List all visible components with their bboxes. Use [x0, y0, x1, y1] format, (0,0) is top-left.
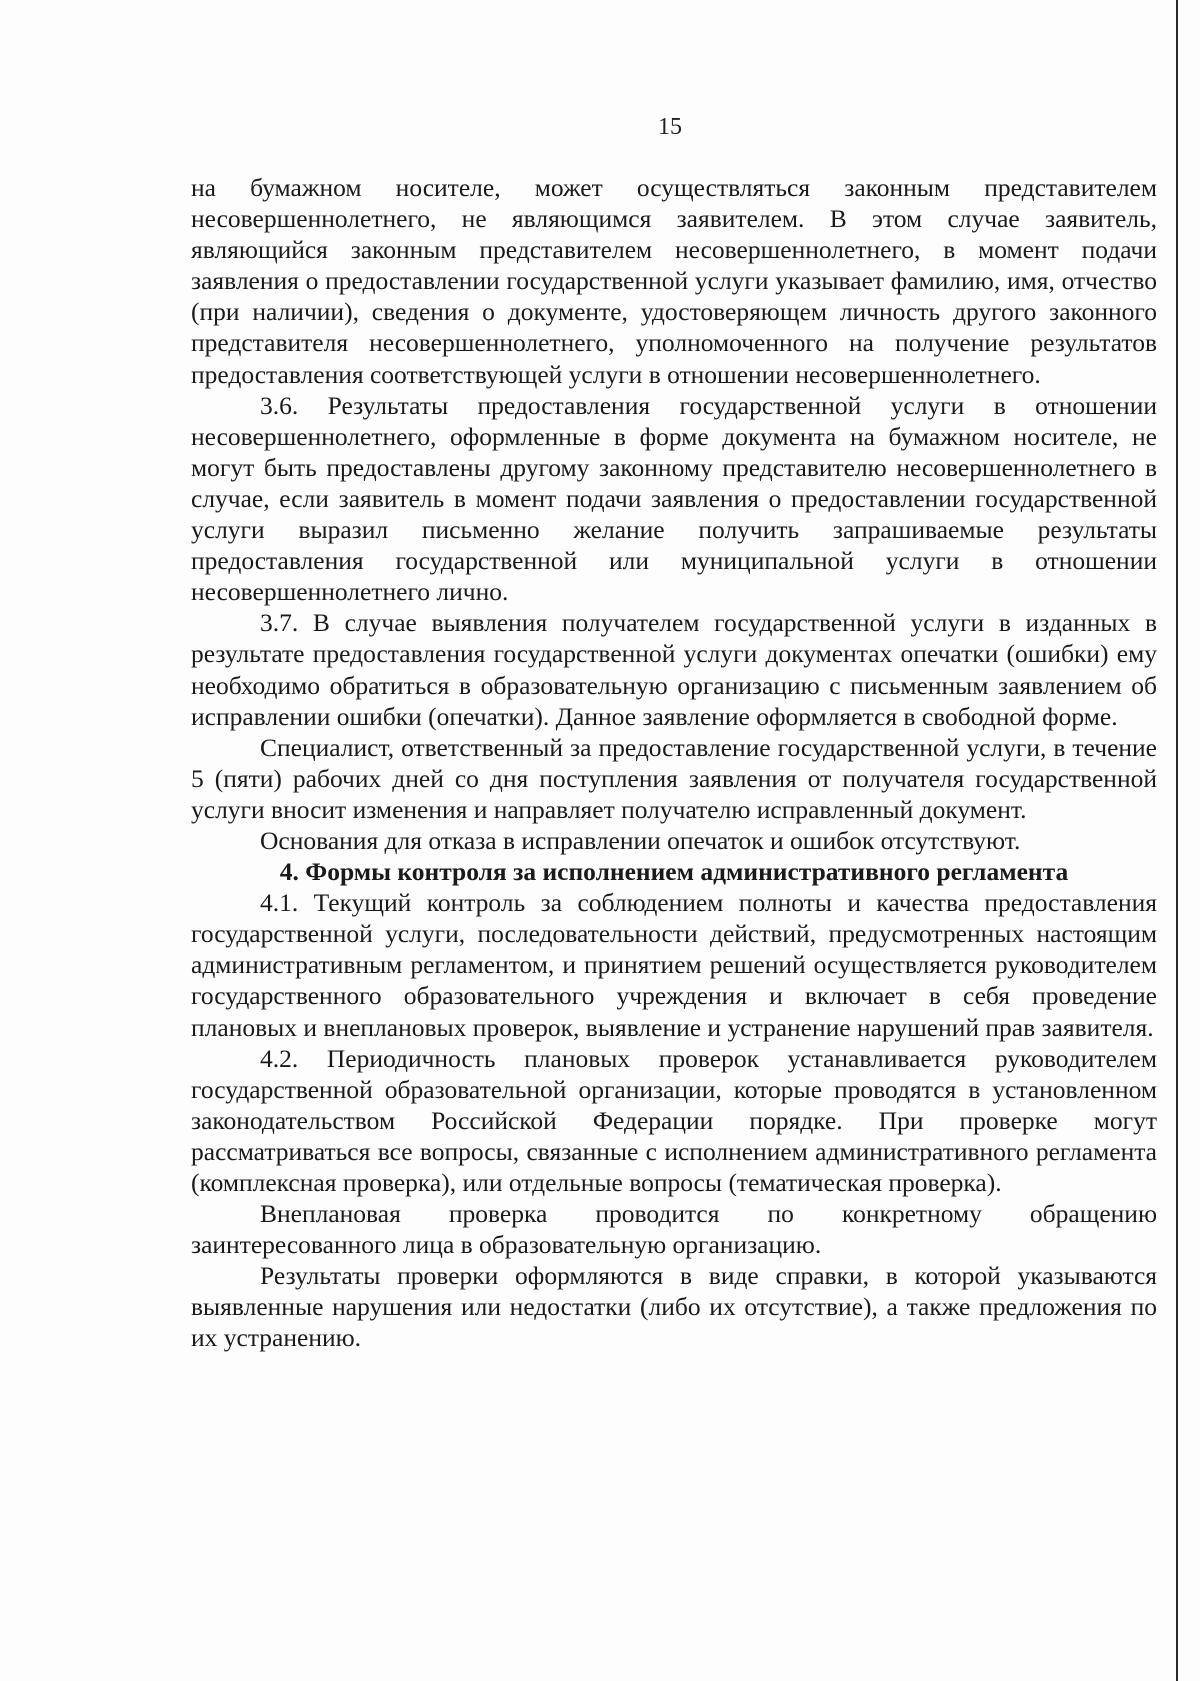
scan-border-line [1176, 0, 1178, 1681]
paragraph-specialist: Специалист, ответственный за предоставление государственной услуги, в течение 5 (пяти) рабочих дней со дня поступления заявления от получателя государственной услуги вносит изменения и направляет получателю исправленный документ. [191, 732, 1157, 824]
paragraph-continuation: на бумажном носителе, может осуществляться законным представителем несовершеннолетнего, не являющимся заявителем. В этом случае заявитель, являющийся законным представителем несовершеннолетнего, в момент подачи заявления о предоставлении государственной услуги указывает фамилию, имя, отчество (при наличии), сведения о документе, удостоверяющем личность другого законного представителя несовершеннолетнего, уполномоченного на получение результатов предоставления соответствующей услуги в отношении несовершеннолетнего. [191, 173, 1157, 389]
paragraph-3-7: 3.7. В случае выявления получателем государственной услуги в изданных в результате предоставления государственной услуги документах опечатки (ошибки) ему необходимо обратиться в образовательную организацию с письменным заявлением об исправлении ошибки (опечатки). Данное заявление оформляется в свободной форме. [191, 608, 1157, 731]
paragraph-3-6: 3.6. Результаты предоставления государственной услуги в отношении несовершеннолетнего, оформленные в форме документа на бумажном носителе, не могут быть предоставлены другому законному представителю несовершеннолетнего в случае, если заявитель в момент подачи заявления о предоставлении государственной услуги выразил письменно желание получить запрашиваемые результаты предоставления государственной или муниципальной услуги в отношении несовершеннолетнего лично. [191, 390, 1157, 607]
section-heading-4: 4. Формы контроля за исполнением административного регламента [279, 857, 1069, 887]
paragraph-4-2: 4.2. Периодичность плановых проверок устанавливается руководителем государственной образовательной организации, которые проводятся в установленном законодательством Российской Федерации порядке. При проверке могут рассматриваться все вопросы, связанные с исполнением административного регламента (комплексная проверка), или отдельные вопросы (тематическая проверка). [191, 1043, 1157, 1197]
paragraph-unscheduled-check: Внеплановая проверка проводится по конкретному обращению заинтересованного лица в образовательную организацию. [191, 1199, 1157, 1260]
paragraph-check-results: Результаты проверки оформляются в виде справки, в которой указываются выявленные нарушения или недостатки (либо их отсутствие), а также предложения по их устранению. [191, 1261, 1157, 1353]
paragraph-no-refusal-grounds: Основания для отказа в исправлении опечаток и ошибок отсутствуют. [260, 825, 1021, 855]
document-body [191, 172, 1157, 1354]
page-number: 15 [658, 114, 682, 140]
paragraph-4-1: 4.1. Текущий контроль за соблюдением полноты и качества предоставления государственной услуги, последовательности действий, предусмотренных настоящим административным регламентом, и принятием решений осуществляется руководителем государственного образовательного учреждения и включает в себя проведение плановых и внеплановых проверок, выявление и устранение нарушений прав заявителя. [191, 888, 1157, 1042]
